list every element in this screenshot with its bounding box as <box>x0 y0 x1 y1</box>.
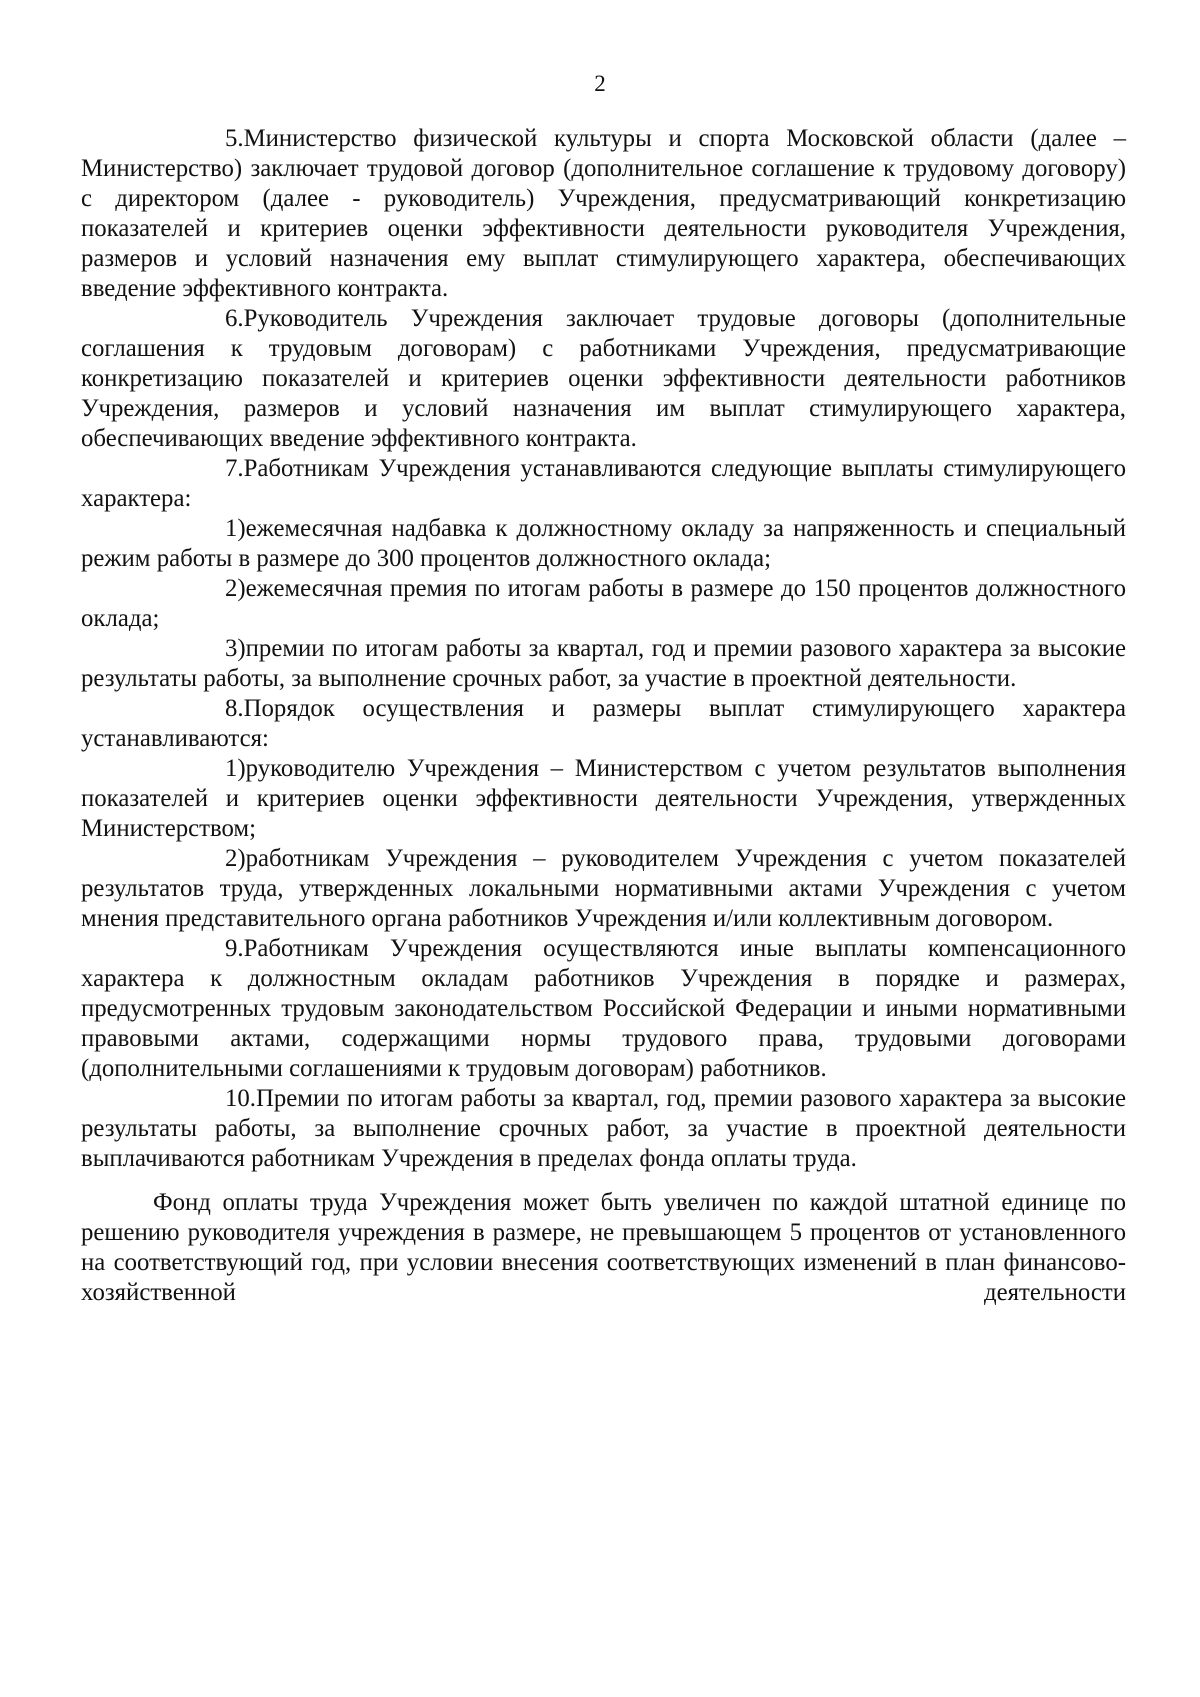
item-number: 3) <box>225 635 246 662</box>
paragraph-10 <box>81 1084 1126 1174</box>
paragraph-7-item-2 <box>81 574 1126 634</box>
item-text: работникам Учреждения – руководителем Учреждения с учетом показателей результатов труда, утвержденных локальными нормативными актами Учреждения с учетом мнения представительного органа работников Учреждения и/или коллективным договором. <box>81 845 1126 932</box>
page-number: 2 <box>594 71 606 96</box>
paragraph-text: Премии по итогам работы за квартал, год, премии разового характера за высокие результаты работы, за выполнение срочных работ, за участие в проектной деятельности выплачиваются работникам Учреждения в пределах фонда оплаты труда. <box>81 1085 1126 1172</box>
item-text: ежемесячная надбавка к должностному окладу за напряженность и специальный режим работы в размере до 300 процентов должностного оклада; <box>81 515 1126 572</box>
paragraph-5 <box>81 124 1126 304</box>
paragraph-text: Министерство физической культуры и спорта Московской области (далее – Министерство) заключает трудовой договор (дополнительное соглашение к трудовому договору) с директором (далее - руководитель) Учреждения, предусматривающий конкретизацию показателей и критериев оценки эффективности деятельности руководителя Учреждения, размеров и условий назначения ему выплат стимулирующего характера, обеспечивающих введение эффективного контракта. <box>81 125 1126 302</box>
payroll-fund-paragraph: Фонд оплаты труда Учреждения может быть увеличен по каждой штатной единице по решению руководителя учреждения в размере, не превышающем 5 процентов от установленного на соответствующий год, при условии внесения соответствующих изменений в план финансово-хозяйственной деятельности <box>81 1189 1126 1306</box>
item-number: 2) <box>225 575 246 602</box>
paragraph-7-item-1 <box>81 514 1126 574</box>
paragraph-8 <box>81 694 1126 754</box>
paragraph-number: 5. <box>225 125 244 152</box>
item-text: премии по итогам работы за квартал, год и премии разового характера за высокие результаты работы, за выполнение срочных работ, за участие в проектной деятельности. <box>81 635 1126 692</box>
item-text: руководителю Учреждения – Министерством с учетом результатов выполнения показателей и критериев оценки эффективности деятельности Учреждения, утвержденных Министерством; <box>81 755 1126 842</box>
paragraph-6 <box>81 304 1126 454</box>
paragraph-text: Работникам Учреждения устанавливаются следующие выплаты стимулирующего характера: <box>81 455 1126 512</box>
paragraph-number: 7. <box>225 455 244 482</box>
paragraph-number: 9. <box>225 935 244 962</box>
paragraph-8-item-1 <box>81 754 1126 844</box>
paragraph-7-item-3 <box>81 634 1126 694</box>
paragraph-8-item-2 <box>81 844 1126 934</box>
item-number: 2) <box>225 845 246 872</box>
paragraph-7 <box>81 454 1126 514</box>
paragraph-text: Порядок осуществления и размеры выплат стимулирующего характера устанавливаются: <box>81 695 1126 752</box>
paragraph-number: 10. <box>225 1085 256 1112</box>
paragraph-text: Работникам Учреждения осуществляются иные выплаты компенсационного характера к должностным окладам работников Учреждения в порядке и размерах, предусмотренных трудовым законодательством Российской Федерации и иными нормативными правовыми актами, содержащими нормы трудового права, трудовыми договорами (дополнительными соглашениями к трудовым договорам) работников. <box>81 935 1126 1082</box>
paragraph-9 <box>81 934 1126 1084</box>
item-text: ежемесячная премия по итогам работы в размере до 150 процентов должностного оклада; <box>81 575 1126 632</box>
item-number: 1) <box>225 515 246 542</box>
paragraph-number: 8. <box>225 695 244 722</box>
paragraph-number: 6. <box>225 305 244 332</box>
item-number: 1) <box>225 755 246 782</box>
document-body <box>81 124 1126 1308</box>
paragraph-text: Руководитель Учреждения заключает трудовые договоры (дополнительные соглашения к трудовым договорам) с работниками Учреждения, предусматривающие конкретизацию показателей и критериев оценки эффективности деятельности работников Учреждения, размеров и условий назначения им выплат стимулирующего характера, обеспечивающих введение эффективного контракта. <box>81 305 1126 452</box>
